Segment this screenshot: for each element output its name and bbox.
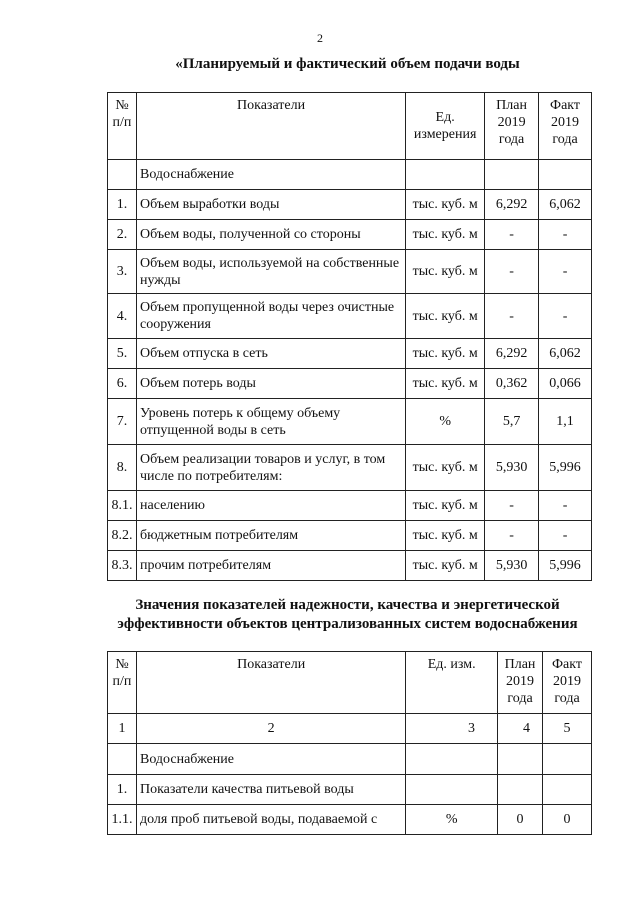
section-label: Водоснабжение xyxy=(136,744,405,775)
row-plan-value xyxy=(498,775,543,805)
row-unit: % xyxy=(406,805,498,835)
row-fact-value: 0 xyxy=(543,805,592,835)
table-row xyxy=(108,775,592,805)
column-number-row xyxy=(108,714,592,744)
table-row xyxy=(108,399,592,445)
row-unit: тыс. куб. м xyxy=(406,220,485,250)
header-unit: Ед. изм. xyxy=(406,652,498,714)
row-plan-value: 5,930 xyxy=(485,551,539,581)
row-indicator: Уровень потерь к общему объему отпущенной воды в сеть xyxy=(136,399,405,445)
row-plan-value: 0 xyxy=(498,805,543,835)
table-row xyxy=(108,294,592,339)
row-indicator: населению xyxy=(136,491,405,521)
header-indicator: Показатели xyxy=(136,93,405,160)
table-row xyxy=(108,339,592,369)
row-number: 5. xyxy=(108,339,137,369)
col-number: 2 xyxy=(136,714,405,744)
row-indicator: бюджетным потребителям xyxy=(136,521,405,551)
header-fact: Факт 2019 года xyxy=(539,93,592,160)
table-row xyxy=(108,805,592,835)
row-number: 1. xyxy=(108,775,137,805)
row-unit: тыс. куб. м xyxy=(406,521,485,551)
header-indicator: Показатели xyxy=(136,652,405,714)
table-row xyxy=(108,250,592,294)
row-plan-value: 0,362 xyxy=(485,369,539,399)
row-indicator: Объем воды, используемой на собственные нужды xyxy=(136,250,405,294)
row-number: 2. xyxy=(108,220,137,250)
table-row xyxy=(108,445,592,491)
row-fact-value: 6,062 xyxy=(539,190,592,220)
row-indicator: Объем выработки воды xyxy=(136,190,405,220)
row-plan-value: 5,7 xyxy=(485,399,539,445)
col-number: 3 xyxy=(406,714,498,744)
row-indicator: Объем потерь воды xyxy=(136,369,405,399)
row-number: 1.1. xyxy=(108,805,137,835)
row-unit: тыс. куб. м xyxy=(406,339,485,369)
col-number: 4 xyxy=(498,714,543,744)
row-unit: % xyxy=(406,399,485,445)
row-plan-value: - xyxy=(485,491,539,521)
header-fact: Факт 2019 года xyxy=(543,652,592,714)
row-indicator: Показатели качества питьевой воды xyxy=(136,775,405,805)
table2-title xyxy=(100,596,595,634)
row-fact-value: 6,062 xyxy=(539,339,592,369)
row-unit: тыс. куб. м xyxy=(406,491,485,521)
header-plan: План 2019 года xyxy=(485,93,539,160)
table-header-row xyxy=(108,652,592,714)
table2-title-line2: эффективности объектов централизованных систем водоснабжения xyxy=(117,616,578,632)
row-number: 3. xyxy=(108,250,137,294)
table1-title: «Планируемый и фактический объем подачи воды xyxy=(175,56,520,72)
row-number: 8.1. xyxy=(108,491,137,521)
row-number: 6. xyxy=(108,369,137,399)
table2-title-line1: Значения показателей надежности, качества и энергетической xyxy=(135,597,560,613)
row-indicator: доля проб питьевой воды, подаваемой с xyxy=(136,805,405,835)
row-unit: тыс. куб. м xyxy=(406,551,485,581)
table-row xyxy=(108,551,592,581)
table-row xyxy=(108,220,592,250)
row-plan-value: 6,292 xyxy=(485,339,539,369)
water-supply-volume-table xyxy=(107,92,592,581)
col-number: 1 xyxy=(108,714,137,744)
row-indicator: Объем воды, полученной со стороны xyxy=(136,220,405,250)
section-label: Водоснабжение xyxy=(136,160,405,190)
row-unit xyxy=(406,775,498,805)
row-unit: тыс. куб. м xyxy=(406,294,485,339)
section-row xyxy=(108,160,592,190)
row-fact-value: - xyxy=(539,521,592,551)
row-fact-value: - xyxy=(539,220,592,250)
row-fact-value: 5,996 xyxy=(539,445,592,491)
row-plan-value: - xyxy=(485,250,539,294)
page-number: 2 xyxy=(317,31,323,45)
row-indicator: Объем отпуска в сеть xyxy=(136,339,405,369)
col-number: 5 xyxy=(543,714,592,744)
table-row xyxy=(108,491,592,521)
row-number: 8.3. xyxy=(108,551,137,581)
section-row xyxy=(108,744,592,775)
row-fact-value: - xyxy=(539,250,592,294)
table-header-row xyxy=(108,93,592,160)
header-num: № п/п xyxy=(108,652,137,714)
row-plan-value: 6,292 xyxy=(485,190,539,220)
row-fact-value: 1,1 xyxy=(539,399,592,445)
row-plan-value: 5,930 xyxy=(485,445,539,491)
row-unit: тыс. куб. м xyxy=(406,190,485,220)
row-number: 4. xyxy=(108,294,137,339)
row-indicator: Объем реализации товаров и услуг, в том числе по потребителям: xyxy=(136,445,405,491)
row-fact-value: - xyxy=(539,491,592,521)
row-fact-value xyxy=(543,775,592,805)
row-unit: тыс. куб. м xyxy=(406,445,485,491)
row-unit: тыс. куб. м xyxy=(406,369,485,399)
header-unit: Ед. измерения xyxy=(406,93,485,160)
row-number: 7. xyxy=(108,399,137,445)
row-plan-value: - xyxy=(485,521,539,551)
row-number: 1. xyxy=(108,190,137,220)
row-fact-value: - xyxy=(539,294,592,339)
row-plan-value: - xyxy=(485,294,539,339)
reliability-indicators-table xyxy=(107,651,592,835)
table-row xyxy=(108,369,592,399)
header-plan: План 2019 года xyxy=(498,652,543,714)
row-number: 8.2. xyxy=(108,521,137,551)
header-num: № п/п xyxy=(108,93,137,160)
table-row xyxy=(108,190,592,220)
row-fact-value: 0,066 xyxy=(539,369,592,399)
row-fact-value: 5,996 xyxy=(539,551,592,581)
row-unit: тыс. куб. м xyxy=(406,250,485,294)
row-plan-value: - xyxy=(485,220,539,250)
table-row xyxy=(108,521,592,551)
row-indicator: прочим потребителям xyxy=(136,551,405,581)
row-number: 8. xyxy=(108,445,137,491)
row-indicator: Объем пропущенной воды через очистные сооружения xyxy=(136,294,405,339)
